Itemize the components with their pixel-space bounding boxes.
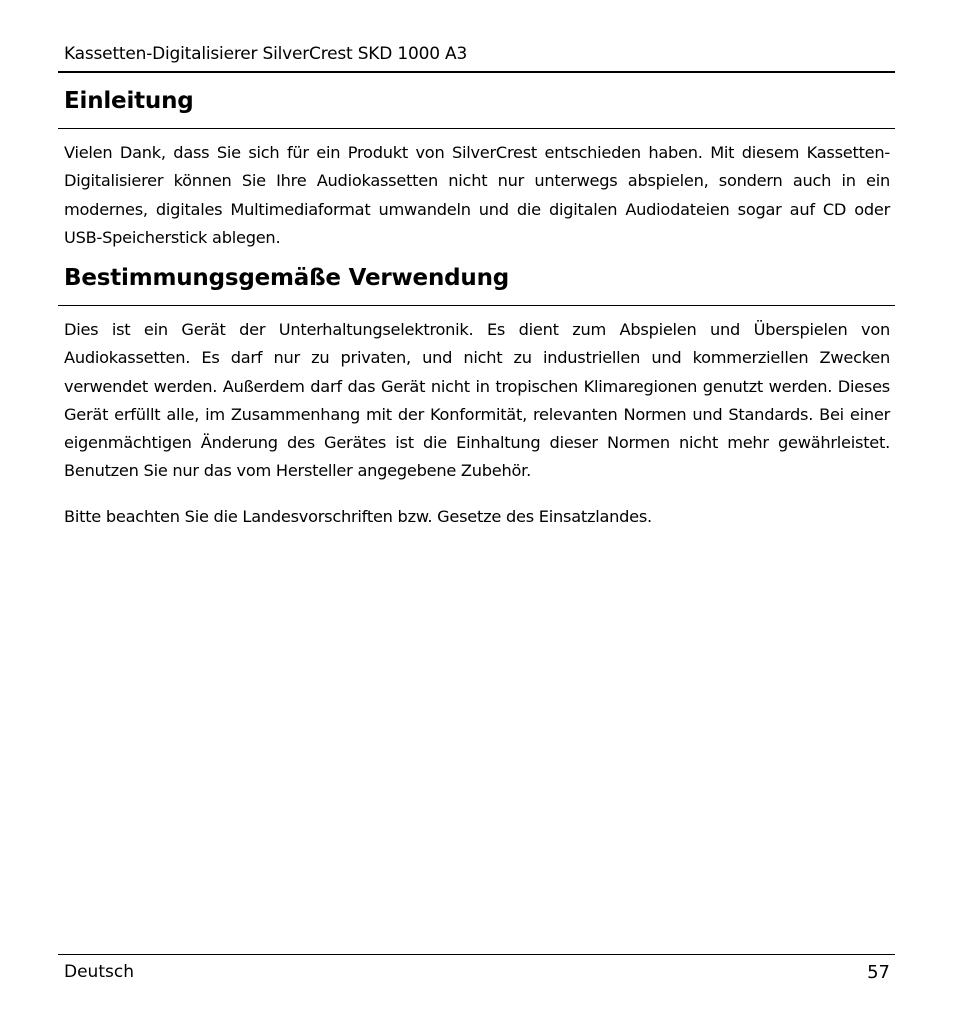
page-number: 57 xyxy=(867,962,890,983)
section-heading-bestimmung: Bestimmungsgemäße Verwendung xyxy=(64,265,510,291)
section-rule-bestimmung xyxy=(58,305,895,306)
footer-rule xyxy=(58,954,895,955)
section-heading-einleitung: Einleitung xyxy=(64,88,194,114)
paragraph-bestimmung-1: Dies ist ein Gerät der Unterhaltungselektronik. Es dient zum Abspielen und Überspielen von Audiokassetten. Es darf nur zu privaten, und nicht zu industriellen und kommerziellen Zwecken verwendet werden. Außerdem darf das Gerät nicht in tropischen Klimaregionen genutzt werden. Dieses Gerät erfüllt alle, im Zusammenhang mit der Konformität, relevanten Normen und Standards. Bei einer eigenmächtigen Änderung des Gerätes ist die Einhaltung dieser Normen nicht mehr gewährleistet. Benutzen Sie nur das vom Hersteller angegebene Zubehör. xyxy=(64,320,890,481)
paragraph-einleitung: Vielen Dank, dass Sie sich für ein Produkt von SilverCrest entschieden haben. Mit diesem Kassetten-Digitalisierer können Sie Ihre Audiokassetten nicht nur unterwegs abspielen, sondern auch in ein modernes, digitales Multimediaformat umwandeln und die digitalen Audiodateien sogar auf CD oder USB-Speicherstick ablegen. xyxy=(64,143,890,247)
footer-language: Deutsch xyxy=(64,962,134,982)
section-rule-einleitung xyxy=(58,128,895,129)
header-rule xyxy=(58,71,895,73)
paragraph-bestimmung-2: Bitte beachten Sie die Landesvorschriften bzw. Gesetze des Einsatzlandes. xyxy=(64,507,652,526)
running-header: Kassetten-Digitalisierer SilverCrest SKD 1000 A3 xyxy=(64,44,468,64)
